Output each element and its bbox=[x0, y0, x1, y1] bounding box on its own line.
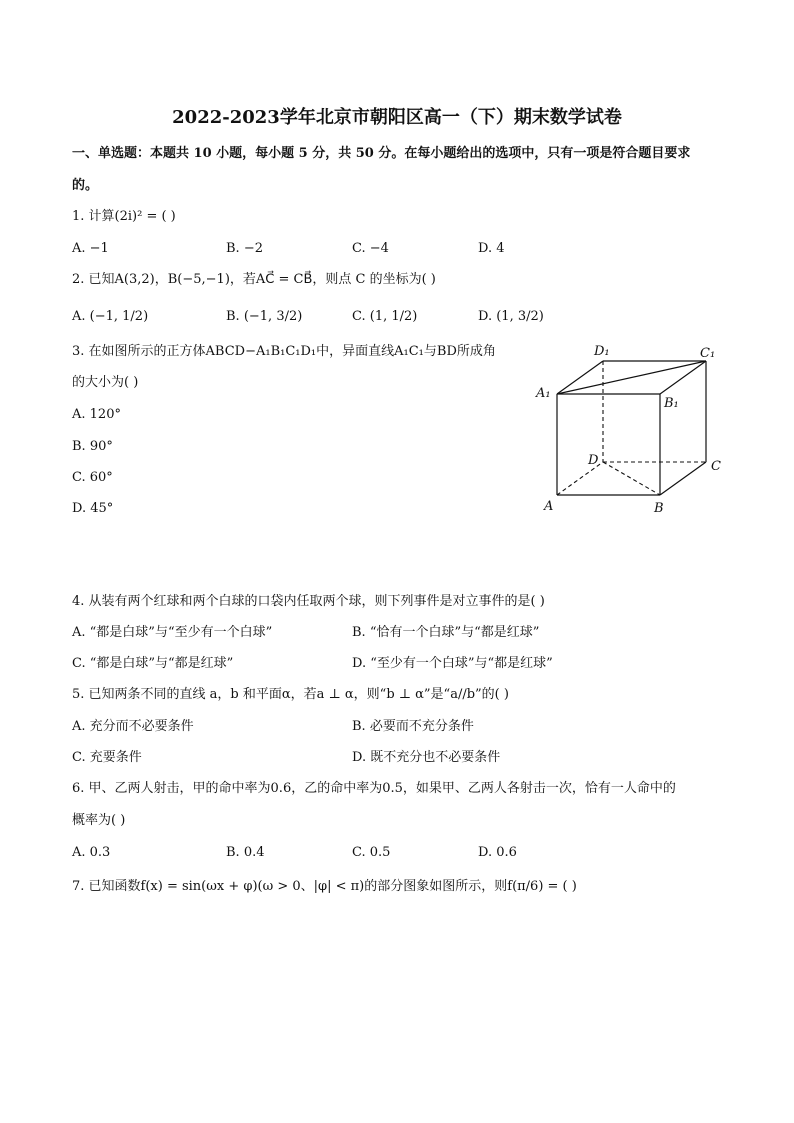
q3-stem-line2: 的大小为( ) bbox=[72, 375, 139, 390]
q6-option-d: D. 0.6 bbox=[478, 845, 517, 860]
q2-option-a: A. (−1, 1/2) bbox=[72, 309, 149, 324]
section-heading-line2: 的。 bbox=[72, 178, 99, 193]
q1-option-c: C. −4 bbox=[352, 241, 389, 256]
q2-stem: 2. 已知A(3,2)，B(−5,−1)，若AC⃗ = CB⃗，则点 C 的坐标为( ) bbox=[72, 272, 436, 287]
q1-stem: 1. 计算(2i)² = ( ) bbox=[72, 209, 176, 224]
q3-stem-line1: 3. 在如图所示的正方体ABCD−A₁B₁C₁D₁中，异面直线A₁C₁与BD所成角 bbox=[72, 344, 496, 359]
q4-option-c: C. “都是白球”与“都是红球” bbox=[72, 656, 234, 671]
cube-figure bbox=[530, 340, 730, 520]
q5-option-d: D. 既不充分也不必要条件 bbox=[352, 750, 501, 765]
q6-stem-line1: 6. 甲、乙两人射击，甲的命中率为0.6，乙的命中率为0.5，如果甲、乙两人各射击一次，恰有一人命中的 bbox=[72, 781, 676, 796]
q3-option-a: A. 120° bbox=[72, 407, 121, 422]
q2-option-c: C. (1, 1/2) bbox=[352, 309, 418, 324]
q4-option-a: A. “都是白球”与“至少有一个白球” bbox=[72, 625, 273, 640]
q6-stem-line2: 概率为( ) bbox=[72, 813, 126, 828]
label-c: C bbox=[711, 459, 721, 474]
q3-option-b: B. 90° bbox=[72, 439, 113, 454]
q3-option-d: D. 45° bbox=[72, 501, 114, 516]
q5-option-b: B. 必要而不充分条件 bbox=[352, 719, 474, 734]
label-a1: A₁ bbox=[536, 386, 551, 401]
q5-option-c: C. 充要条件 bbox=[72, 750, 142, 765]
page-title: 2022-2023学年北京市朝阳区高一（下）期末数学试卷 bbox=[172, 107, 622, 128]
q1-option-b: B. −2 bbox=[226, 241, 263, 256]
edge-b-c bbox=[660, 462, 706, 495]
q5-option-a: A. 充分而不必要条件 bbox=[72, 719, 194, 734]
section-heading-line1: 一、单选题：本题共 10 小题，每小题 5 分，共 50 分。在每小题给出的选项中，只有一项是符合题目要求 bbox=[72, 146, 691, 161]
q2-option-b: B. (−1, 3/2) bbox=[226, 309, 303, 324]
label-d1: D₁ bbox=[594, 344, 610, 359]
label-b1: B₁ bbox=[664, 396, 679, 411]
q6-option-a: A. 0.3 bbox=[72, 845, 111, 860]
q1-option-d: D. 4 bbox=[478, 241, 505, 256]
q5-stem: 5. 已知两条不同的直线 a，b 和平面α，若a ⊥ α，则“b ⊥ α”是“a//b”的( ) bbox=[72, 687, 509, 702]
q4-option-d: D. “至少有一个白球”与“都是红球” bbox=[352, 656, 553, 671]
label-b: B bbox=[654, 501, 664, 516]
q1-option-a: A. −1 bbox=[72, 241, 109, 256]
q2-option-d: D. (1, 3/2) bbox=[478, 309, 544, 324]
label-a: A bbox=[544, 499, 554, 514]
hidden-diagonal-d-b bbox=[603, 462, 660, 495]
q6-option-b: B. 0.4 bbox=[226, 845, 265, 860]
label-d: D bbox=[588, 453, 599, 468]
q7-stem: 7. 已知函数f(x) = sin(ωx + φ)(ω > 0、|φ| < π)的部分图象如图所示，则f(π/6) = ( ) bbox=[72, 879, 577, 894]
q6-option-c: C. 0.5 bbox=[352, 845, 391, 860]
q4-option-b: B. “恰有一个白球”与“都是红球” bbox=[352, 625, 540, 640]
q3-option-c: C. 60° bbox=[72, 470, 113, 485]
label-c1: C₁ bbox=[700, 346, 716, 361]
q4-stem: 4. 从装有两个红球和两个白球的口袋内任取两个球，则下列事件是对立事件的是( ) bbox=[72, 594, 545, 609]
